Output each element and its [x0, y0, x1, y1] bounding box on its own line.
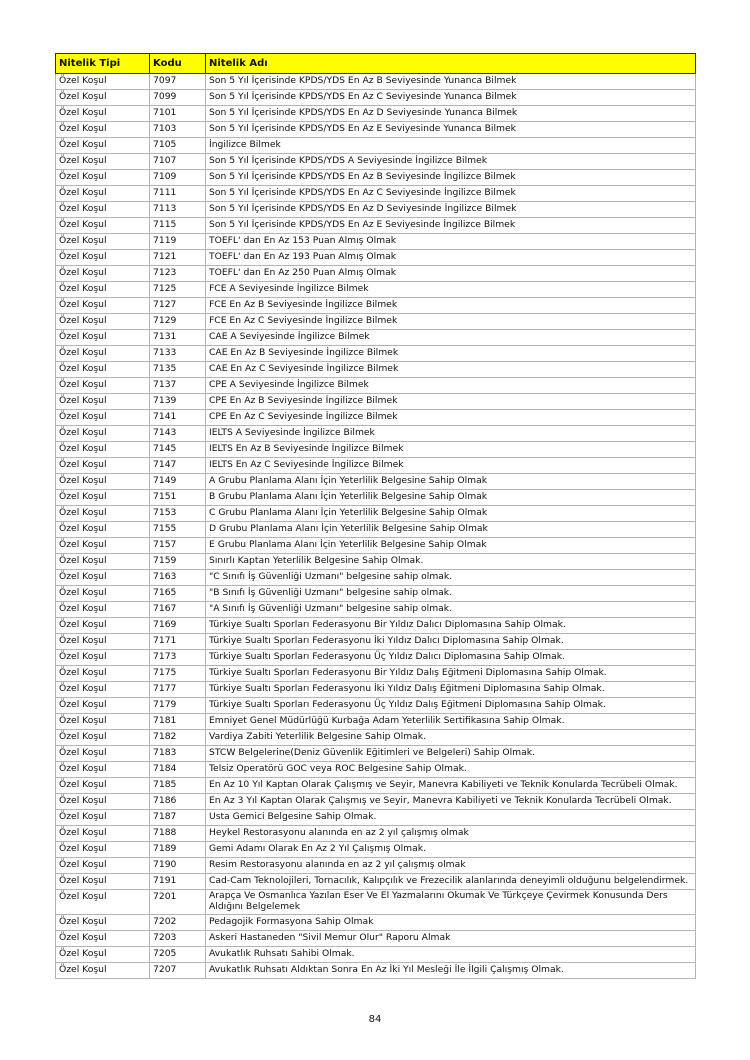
- cell-code: 7099: [150, 90, 206, 106]
- cell-name: Telsiz Operatörü GOC veya ROC Belgesine Sahip Olmak.: [206, 762, 696, 778]
- cell-name: E Grubu Planlama Alanı İçin Yeterlilik Belgesine Sahip Olmak: [206, 538, 696, 554]
- cell-name: CAE A Seviyesinde İngilizce Bilmek: [206, 330, 696, 346]
- cell-type: Özel Koşul: [56, 794, 150, 810]
- table-row: [56, 538, 696, 554]
- table-row: [56, 947, 696, 963]
- cell-name: Son 5 Yıl İçerisinde KPDS/YDS En Az C Seviyesinde Yunanca Bilmek: [206, 90, 696, 106]
- table-row: [56, 890, 696, 915]
- table-row: [56, 138, 696, 154]
- cell-name: FCE En Az B Seviyesinde İngilizce Bilmek: [206, 298, 696, 314]
- cell-code: 7177: [150, 682, 206, 698]
- cell-name: Resim Restorasyonu alanında en az 2 yıl çalışmış olmak: [206, 858, 696, 874]
- cell-name: Pedagojik Formasyona Sahip Olmak: [206, 915, 696, 931]
- table-row: [56, 474, 696, 490]
- cell-name: Heykel Restorasyonu alanında en az 2 yıl çalışmış olmak: [206, 826, 696, 842]
- cell-type: Özel Koşul: [56, 730, 150, 746]
- table-row: [56, 234, 696, 250]
- column-header-name: Nitelik Adı: [206, 54, 696, 74]
- cell-type: Özel Koşul: [56, 474, 150, 490]
- cell-name: Türkiye Sualtı Sporları Federasyonu İki Yıldız Dalıcı Diplomasına Sahip Olmak.: [206, 634, 696, 650]
- cell-name: Son 5 Yıl İçerisinde KPDS/YDS En Az E Seviyesinde İngilizce Bilmek: [206, 218, 696, 234]
- cell-code: 7141: [150, 410, 206, 426]
- cell-type: Özel Koşul: [56, 890, 150, 915]
- cell-code: 7155: [150, 522, 206, 538]
- cell-code: 7137: [150, 378, 206, 394]
- cell-type: Özel Koşul: [56, 506, 150, 522]
- table-body: [56, 74, 696, 979]
- cell-name: Avukatlık Ruhsatı Aldıktan Sonra En Az İki Yıl Mesleği İle İlgili Çalışmış Olmak.: [206, 963, 696, 979]
- cell-code: 7105: [150, 138, 206, 154]
- table-row: [56, 330, 696, 346]
- table-row: [56, 282, 696, 298]
- cell-code: 7121: [150, 250, 206, 266]
- cell-name: Türkiye Sualtı Sporları Federasyonu Üç Yıldız Dalış Eğitmeni Diplomasına Sahip Olmak.: [206, 698, 696, 714]
- table-row: [56, 218, 696, 234]
- cell-code: 7184: [150, 762, 206, 778]
- cell-code: 7186: [150, 794, 206, 810]
- table-row: [56, 826, 696, 842]
- table-row: [56, 778, 696, 794]
- cell-type: Özel Koşul: [56, 410, 150, 426]
- cell-code: 7171: [150, 634, 206, 650]
- table-row: [56, 842, 696, 858]
- cell-code: 7182: [150, 730, 206, 746]
- table-row: [56, 490, 696, 506]
- cell-code: 7203: [150, 931, 206, 947]
- cell-code: 7109: [150, 170, 206, 186]
- cell-code: 7143: [150, 426, 206, 442]
- table-row: [56, 266, 696, 282]
- cell-type: Özel Koşul: [56, 874, 150, 890]
- cell-code: 7127: [150, 298, 206, 314]
- cell-type: Özel Koşul: [56, 554, 150, 570]
- cell-name: En Az 3 Yıl Kaptan Olarak Çalışmış ve Seyir, Manevra Kabiliyeti ve Teknik Konularda Tecrübeli Olmak.: [206, 794, 696, 810]
- cell-type: Özel Koşul: [56, 963, 150, 979]
- cell-type: Özel Koşul: [56, 858, 150, 874]
- table-row: [56, 714, 696, 730]
- cell-type: Özel Koşul: [56, 186, 150, 202]
- cell-type: Özel Koşul: [56, 682, 150, 698]
- table-row: [56, 794, 696, 810]
- cell-type: Özel Koşul: [56, 282, 150, 298]
- cell-type: Özel Koşul: [56, 698, 150, 714]
- table-header-row: [56, 54, 696, 74]
- cell-code: 7207: [150, 963, 206, 979]
- cell-type: Özel Koşul: [56, 931, 150, 947]
- cell-code: 7167: [150, 602, 206, 618]
- cell-name: FCE En Az C Seviyesinde İngilizce Bilmek: [206, 314, 696, 330]
- table-row: [56, 202, 696, 218]
- cell-type: Özel Koşul: [56, 90, 150, 106]
- table-row: [56, 915, 696, 931]
- table-row: [56, 682, 696, 698]
- cell-type: Özel Koşul: [56, 778, 150, 794]
- cell-code: 7125: [150, 282, 206, 298]
- cell-name: Sınırlı Kaptan Yeterlilik Belgesine Sahip Olmak.: [206, 554, 696, 570]
- cell-code: 7205: [150, 947, 206, 963]
- cell-type: Özel Koşul: [56, 266, 150, 282]
- cell-name: "A Sınıfı İş Güvenliği Uzmanı" belgesine sahip olmak.: [206, 602, 696, 618]
- table-row: [56, 698, 696, 714]
- cell-type: Özel Koşul: [56, 202, 150, 218]
- cell-code: 7183: [150, 746, 206, 762]
- cell-code: 7179: [150, 698, 206, 714]
- cell-name: Son 5 Yıl İçerisinde KPDS/YDS En Az D Seviyesinde İngilizce Bilmek: [206, 202, 696, 218]
- cell-type: Özel Koşul: [56, 378, 150, 394]
- cell-type: Özel Koşul: [56, 394, 150, 410]
- table-row: [56, 90, 696, 106]
- cell-name: "C Sınıfı İş Güvenliği Uzmanı" belgesine sahip olmak.: [206, 570, 696, 586]
- cell-code: 7119: [150, 234, 206, 250]
- cell-name: IELTS A Seviyesinde İngilizce Bilmek: [206, 426, 696, 442]
- cell-type: Özel Koşul: [56, 947, 150, 963]
- table-row: [56, 378, 696, 394]
- table-row: [56, 170, 696, 186]
- table-row: [56, 522, 696, 538]
- cell-type: Özel Koşul: [56, 746, 150, 762]
- cell-code: 7147: [150, 458, 206, 474]
- cell-code: 7153: [150, 506, 206, 522]
- cell-code: 7103: [150, 122, 206, 138]
- cell-name: Cad-Cam Teknolojileri, Tornacılık, Kalıpçılık ve Frezecilik alanlarında deneyimli olduğunu belgelendirmek.: [206, 874, 696, 890]
- cell-code: 7151: [150, 490, 206, 506]
- table-row: [56, 554, 696, 570]
- table-row: [56, 931, 696, 947]
- table-row: [56, 874, 696, 890]
- cell-name: D Grubu Planlama Alanı İçin Yeterlilik Belgesine Sahip Olmak: [206, 522, 696, 538]
- cell-code: 7191: [150, 874, 206, 890]
- cell-type: Özel Koşul: [56, 762, 150, 778]
- cell-code: 7157: [150, 538, 206, 554]
- cell-name: Son 5 Yıl İçerisinde KPDS/YDS En Az C Seviyesinde İngilizce Bilmek: [206, 186, 696, 202]
- cell-name: TOEFL' dan En Az 250 Puan Almış Olmak: [206, 266, 696, 282]
- cell-type: Özel Koşul: [56, 714, 150, 730]
- cell-type: Özel Koşul: [56, 490, 150, 506]
- column-header-type: Nitelik Tipi: [56, 54, 150, 74]
- cell-name: Son 5 Yıl İçerisinde KPDS/YDS En Az B Seviyesinde Yunanca Bilmek: [206, 74, 696, 90]
- cell-type: Özel Koşul: [56, 170, 150, 186]
- cell-type: Özel Koşul: [56, 74, 150, 90]
- cell-type: Özel Koşul: [56, 314, 150, 330]
- table-row: [56, 426, 696, 442]
- cell-code: 7135: [150, 362, 206, 378]
- cell-name: Son 5 Yıl İçerisinde KPDS/YDS En Az D Seviyesinde Yunanca Bilmek: [206, 106, 696, 122]
- cell-code: 7190: [150, 858, 206, 874]
- cell-code: 7181: [150, 714, 206, 730]
- page-number: 84: [368, 1014, 382, 1025]
- cell-type: Özel Koşul: [56, 346, 150, 362]
- cell-name: CPE A Seviyesinde İngilizce Bilmek: [206, 378, 696, 394]
- cell-code: 7131: [150, 330, 206, 346]
- cell-name: A Grubu Planlama Alanı İçin Yeterlilik Belgesine Sahip Olmak: [206, 474, 696, 490]
- table-row: [56, 634, 696, 650]
- cell-type: Özel Koşul: [56, 666, 150, 682]
- cell-name: İngilizce Bilmek: [206, 138, 696, 154]
- cell-code: 7101: [150, 106, 206, 122]
- table-row: [56, 458, 696, 474]
- cell-code: 7123: [150, 266, 206, 282]
- cell-code: 7175: [150, 666, 206, 682]
- cell-name: CPE En Az B Seviyesinde İngilizce Bilmek: [206, 394, 696, 410]
- table-row: [56, 346, 696, 362]
- table-row: [56, 810, 696, 826]
- cell-code: 7163: [150, 570, 206, 586]
- table-row: [56, 762, 696, 778]
- table-row: [56, 570, 696, 586]
- cell-name: Askeri Hastaneden "Sivil Memur Olur" Raporu Almak: [206, 931, 696, 947]
- cell-code: 7149: [150, 474, 206, 490]
- cell-name: CPE En Az C Seviyesinde İngilizce Bilmek: [206, 410, 696, 426]
- table-row: [56, 506, 696, 522]
- cell-type: Özel Koşul: [56, 915, 150, 931]
- cell-name: TOEFL' dan En Az 153 Puan Almış Olmak: [206, 234, 696, 250]
- cell-type: Özel Koşul: [56, 650, 150, 666]
- table-row: [56, 442, 696, 458]
- cell-name: Türkiye Sualtı Sporları Federasyonu Bir Yıldız Dalış Eğitmeni Diplomasına Sahip Olmak.: [206, 666, 696, 682]
- cell-name: CAE En Az B Seviyesinde İngilizce Bilmek: [206, 346, 696, 362]
- cell-code: 7187: [150, 810, 206, 826]
- cell-type: Özel Koşul: [56, 522, 150, 538]
- cell-code: 7097: [150, 74, 206, 90]
- cell-type: Özel Koşul: [56, 810, 150, 826]
- cell-type: Özel Koşul: [56, 842, 150, 858]
- cell-type: Özel Koşul: [56, 634, 150, 650]
- cell-code: 7133: [150, 346, 206, 362]
- table-row: [56, 650, 696, 666]
- cell-type: Özel Koşul: [56, 330, 150, 346]
- cell-type: Özel Koşul: [56, 154, 150, 170]
- cell-type: Özel Koşul: [56, 602, 150, 618]
- table-row: [56, 746, 696, 762]
- table-row: [56, 586, 696, 602]
- cell-type: Özel Koşul: [56, 106, 150, 122]
- table-row: [56, 618, 696, 634]
- qualifications-table: [55, 53, 696, 979]
- cell-name: Usta Gemici Belgesine Sahip Olmak.: [206, 810, 696, 826]
- table-row: [56, 74, 696, 90]
- table-row: [56, 154, 696, 170]
- cell-type: Özel Koşul: [56, 538, 150, 554]
- cell-name: Türkiye Sualtı Sporları Federasyonu İki Yıldız Dalış Eğitmeni Diplomasına Sahip Olmak.: [206, 682, 696, 698]
- cell-type: Özel Koşul: [56, 426, 150, 442]
- cell-type: Özel Koşul: [56, 362, 150, 378]
- table-row: [56, 362, 696, 378]
- cell-code: 7145: [150, 442, 206, 458]
- cell-type: Özel Koşul: [56, 458, 150, 474]
- cell-name: Arapça Ve Osmanlıca Yazılan Eser Ve El Yazmalarını Okumak Ve Türkçeye Çevirmek Konusunda Ders Aldığını Belgelemek: [206, 890, 696, 915]
- cell-name: Vardiya Zabiti Yeterlilik Belgesine Sahip Olmak.: [206, 730, 696, 746]
- cell-code: 7159: [150, 554, 206, 570]
- cell-type: Özel Koşul: [56, 586, 150, 602]
- cell-code: 7165: [150, 586, 206, 602]
- table-row: [56, 602, 696, 618]
- table-row: [56, 314, 696, 330]
- cell-type: Özel Koşul: [56, 570, 150, 586]
- cell-code: 7107: [150, 154, 206, 170]
- cell-type: Özel Koşul: [56, 442, 150, 458]
- cell-name: FCE A Seviyesinde İngilizce Bilmek: [206, 282, 696, 298]
- cell-name: "B Sınıfı İş Güvenliği Uzmanı" belgesine sahip olmak.: [206, 586, 696, 602]
- cell-type: Özel Koşul: [56, 250, 150, 266]
- cell-name: Türkiye Sualtı Sporları Federasyonu Üç Yıldız Dalıcı Diplomasına Sahip Olmak.: [206, 650, 696, 666]
- cell-name: CAE En Az C Seviyesinde İngilizce Bilmek: [206, 362, 696, 378]
- table-row: [56, 963, 696, 979]
- cell-name: C Grubu Planlama Alanı İçin Yeterlilik Belgesine Sahip Olmak: [206, 506, 696, 522]
- table-row: [56, 858, 696, 874]
- cell-code: 7169: [150, 618, 206, 634]
- cell-code: 7113: [150, 202, 206, 218]
- table-row: [56, 730, 696, 746]
- table-row: [56, 122, 696, 138]
- cell-name: Avukatlık Ruhsatı Sahibi Olmak.: [206, 947, 696, 963]
- cell-name: En Az 10 Yıl Kaptan Olarak Çalışmış ve Seyir, Manevra Kabiliyeti ve Teknik Konularda Tecrübeli Olmak.: [206, 778, 696, 794]
- cell-code: 7188: [150, 826, 206, 842]
- table-row: [56, 250, 696, 266]
- cell-type: Özel Koşul: [56, 234, 150, 250]
- cell-name: Son 5 Yıl İçerisinde KPDS/YDS En Az E Seviyesinde Yunanca Bilmek: [206, 122, 696, 138]
- cell-type: Özel Koşul: [56, 138, 150, 154]
- column-header-code: Kodu: [150, 54, 206, 74]
- cell-name: IELTS En Az B Seviyesinde İngilizce Bilmek: [206, 442, 696, 458]
- cell-code: 7185: [150, 778, 206, 794]
- cell-name: Emniyet Genel Müdürlüğü Kurbağa Adam Yeterlilik Sertifikasına Sahip Olmak.: [206, 714, 696, 730]
- cell-code: 7189: [150, 842, 206, 858]
- cell-name: STCW Belgelerine(Deniz Güvenlik Eğitimleri ve Belgeleri) Sahip Olmak.: [206, 746, 696, 762]
- cell-code: 7202: [150, 915, 206, 931]
- cell-code: 7139: [150, 394, 206, 410]
- cell-code: 7201: [150, 890, 206, 915]
- table-row: [56, 298, 696, 314]
- cell-name: B Grubu Planlama Alanı İçin Yeterlilik Belgesine Sahip Olmak: [206, 490, 696, 506]
- cell-code: 7129: [150, 314, 206, 330]
- table-row: [56, 186, 696, 202]
- cell-type: Özel Koşul: [56, 218, 150, 234]
- cell-name: Son 5 Yıl İçerisinde KPDS/YDS En Az B Seviyesinde İngilizce Bilmek: [206, 170, 696, 186]
- cell-code: 7115: [150, 218, 206, 234]
- cell-code: 7173: [150, 650, 206, 666]
- table-row: [56, 410, 696, 426]
- table-row: [56, 106, 696, 122]
- cell-name: Son 5 Yıl İçerisinde KPDS/YDS A Seviyesinde İngilizce Bilmek: [206, 154, 696, 170]
- cell-type: Özel Koşul: [56, 618, 150, 634]
- cell-code: 7111: [150, 186, 206, 202]
- table-row: [56, 666, 696, 682]
- cell-name: Gemi Adamı Olarak En Az 2 Yıl Çalışmış Olmak.: [206, 842, 696, 858]
- cell-type: Özel Koşul: [56, 122, 150, 138]
- cell-name: TOEFL' dan En Az 193 Puan Almış Olmak: [206, 250, 696, 266]
- cell-name: IELTS En Az C Seviyesinde İngilizce Bilmek: [206, 458, 696, 474]
- table-row: [56, 394, 696, 410]
- cell-type: Özel Koşul: [56, 826, 150, 842]
- cell-type: Özel Koşul: [56, 298, 150, 314]
- cell-name: Türkiye Sualtı Sporları Federasyonu Bir Yıldız Dalıcı Diplomasına Sahip Olmak.: [206, 618, 696, 634]
